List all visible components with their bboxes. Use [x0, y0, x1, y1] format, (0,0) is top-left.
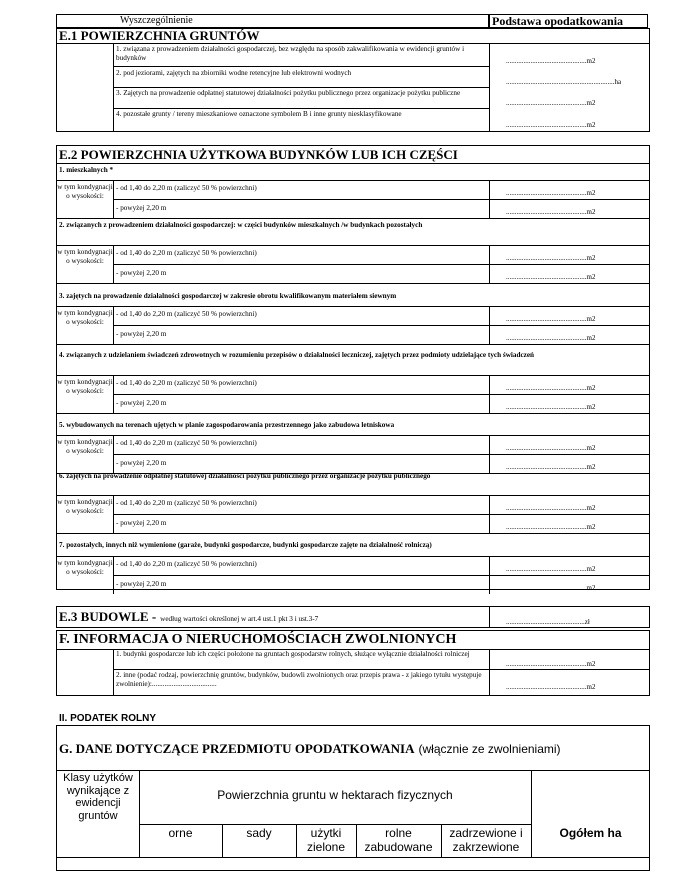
f-row-1-text: 1. budynki gospodarcze lub ich części położone na gruntach gospodarstw rolnych, służące wyłącznie działalności rolniczej [116, 650, 470, 658]
e2-group-6-kond-label: w tym kondygnacji o wysokości: [57, 498, 113, 515]
g-col-4-header: rolne zabudowane [364, 826, 433, 854]
e1-row-1-value[interactable]: ..............................................m2 [506, 57, 596, 65]
e2-group-5-value-b[interactable]: ..............................................m2 [506, 463, 596, 471]
g-title: G. DANE DOTYCZĄCE PRZEDMIOTU OPODATKOWANIA [59, 741, 415, 756]
e1-row-3-value[interactable]: ..............................................m2 [506, 99, 596, 107]
e2-group-6-value-b[interactable]: ..............................................m2 [506, 523, 596, 531]
e2-group-3-height-a: - od 1,40 do 2,20 m (zaliczyć 50 % powierzchni) [116, 310, 257, 318]
e2-group-5-height-b: - powyżej 2,20 m [116, 459, 167, 467]
g-col-1-header: orne [168, 826, 193, 840]
e2-group-4-title: 4. związanych z udzielaniem świadczeń zdrowotnych w rozumieniu przepisów o działalności leczniczej, zajętych przez podmioty udzielające tych świadczeń [59, 351, 535, 359]
e3-title-row [59, 608, 318, 626]
f-row-2-text: 2. inne (podać rodzaj, powierzchnię gruntów, budynków, budowli zwolnionych oraz przepis prawa - z jakiego tytułu występuje zwolnienie):.................................... [116, 671, 482, 688]
e2-group-4-value-b[interactable]: ..............................................m2 [506, 403, 596, 411]
e1-row-4-value[interactable]: ..............................................m2 [506, 121, 596, 129]
e2-group-1-height-a: - od 1,40 do 2,20 m (zaliczyć 50 % powierzchni) [116, 184, 257, 192]
e2-group-5-title: 5. wybudowanych na terenach ujętych w planie zagospodarowania przestrzennego jako zabudowa letniskowa [59, 421, 395, 429]
e1-title: E.1 POWIERZCHNIA GRUNTÓW [59, 28, 260, 43]
e2-group-1-value-b[interactable]: ..............................................m2 [506, 208, 596, 216]
f-title: F. INFORMACJA O NIERUCHOMOŚCIACH ZWOLNIONYCH [59, 632, 457, 647]
e2-group-2-title: 2. związanych z prowadzeniem działalności gospodarczej: w części budynków mieszkalnych /w budynkach pozostałych [59, 221, 423, 229]
e2-group-6-height-b: - powyżej 2,20 m [116, 519, 167, 527]
e2-group-3-title: 3. zajętych na prowadzenie działalności gospodarczej w zakresie obrotu kwalifikowanym materiałem siewnym [59, 292, 397, 300]
e3-subtitle: według wartości określonej w art.4 ust.1 pkt 3 i ust.3-7 [160, 615, 319, 623]
e3-title: E.3 BUDOWLE - [59, 609, 157, 624]
e2-group-7-value-b[interactable]: ..............................................m2 [506, 584, 596, 592]
f-row-2-value[interactable]: ..............................................m2 [506, 683, 596, 691]
e2-group-3-height-b: - powyżej 2,20 m [116, 330, 167, 338]
e2-group-5-height-a: - od 1,40 do 2,20 m (zaliczyć 50 % powierzchni) [116, 439, 257, 447]
e2-title: E.2 POWIERZCHNIA UŻYTKOWA BUDYNKÓW LUB ICH CZĘŚCI [59, 147, 458, 162]
e2-group-3-kond-label: w tym kondygnacji o wysokości: [57, 309, 113, 326]
e2-group-1-height-b: - powyżej 2,20 m [116, 204, 167, 212]
e2-group-6-value-a[interactable]: ..............................................m2 [506, 504, 596, 512]
e2-group-1-value-a[interactable]: ..............................................m2 [506, 189, 596, 197]
e2-group-1-title: 1. mieszkalnych * [59, 166, 114, 174]
e2-group-4-value-a[interactable]: ..............................................m2 [506, 384, 596, 392]
e1-row-2-value[interactable]: ..............................................................ha [506, 78, 622, 86]
g-col-2-header: sady [246, 826, 272, 840]
e2-group-6-title: 6. zajętych na prowadzenie odpłatnej statutowej działalności pożytku publicznego przez organizacje pożytku publicznego [59, 472, 431, 480]
e2-group-4-height-a: - od 1,40 do 2,20 m (zaliczyć 50 % powierzchni) [116, 379, 257, 387]
e2-group-6-height-a: - od 1,40 do 2,20 m (zaliczyć 50 % powierzchni) [116, 499, 257, 507]
e2-group-2-height-a: - od 1,40 do 2,20 m (zaliczyć 50 % powierzchni) [116, 249, 257, 257]
f-row-1-value[interactable]: ..............................................m2 [506, 660, 596, 668]
e3-value[interactable]: .............................................zł [506, 618, 590, 626]
section-2-title: II. PODATEK ROLNY [59, 713, 157, 724]
g-col-5-header: zadrzewione i zakrzewione [449, 826, 523, 854]
e2-group-7-value-a[interactable]: ..............................................m2 [506, 565, 596, 573]
e2-group-2-kond-label: w tym kondygnacji o wysokości: [57, 248, 113, 265]
g-subtitle: (włącznie ze zwolnieniami) [418, 742, 561, 756]
e1-row-4-text: 4. pozostałe grunty / tereny mieszkaniowe oznaczone symbolem B i inne grunty niesklasyfikowane [116, 110, 402, 118]
e1-row-1-text: 1. związana z prowadzeniem działalności gospodarczej, bez względu na sposób zakwalifikowania w ewidencji gruntów i budynków [116, 45, 465, 62]
e2-group-7-kond-label: w tym kondygnacji o wysokości: [57, 559, 113, 576]
g-classes-header: Klasy użytków wynikające z ewidencji gruntów [63, 772, 133, 822]
e1-row-3-text: 3. Zajętych na prowadzenie odpłatnej statutowej działalności pożytku publicznego przez organizacje pożytku publiczne [116, 89, 461, 97]
e2-group-7-height-b: - powyżej 2,20 m [116, 580, 167, 588]
g-col-3-header: użytki zielone [306, 826, 346, 854]
e2-group-2-value-a[interactable]: ..............................................m2 [506, 254, 596, 262]
e2-group-5-kond-label: w tym kondygnacji o wysokości: [57, 438, 113, 455]
e2-group-7-title: 7. pozostałych, innych niż wymienione (garaże, budynki gospodarcze, budynki gospodarcze zajęte na działalność rolniczą) [59, 541, 432, 549]
e2-group-1-kond-label: w tym kondygnacji o wysokości: [57, 183, 113, 200]
e1-row-2-text: 2. pod jeziorami, zajętych na zbiorniki wodne retencyjne lub elektrowni wodnych [116, 69, 352, 77]
e2-group-5-value-a[interactable]: ..............................................m2 [506, 444, 596, 452]
e2-group-3-value-a[interactable]: ..............................................m2 [506, 315, 596, 323]
e2-group-4-height-b: - powyżej 2,20 m [116, 399, 167, 407]
g-title-row [59, 740, 561, 758]
e2-group-3-value-b[interactable]: ..............................................m2 [506, 334, 596, 342]
e2-group-4-kond-label: w tym kondygnacji o wysokości: [57, 378, 113, 395]
e2-group-2-value-b[interactable]: ..............................................m2 [506, 273, 596, 281]
g-area-header: Powierzchnia gruntu w hektarach fizycznych [217, 788, 453, 802]
e2-group-2-height-b: - powyżej 2,20 m [116, 269, 167, 277]
header-basis-label: Podstawa opodatkowania [492, 14, 624, 28]
e2-group-7-height-a: - od 1,40 do 2,20 m (zaliczyć 50 % powierzchni) [116, 560, 257, 568]
g-col-6-header: Ogółem ha [559, 826, 622, 840]
header-item-label: Wyszczególnienie [120, 15, 193, 26]
